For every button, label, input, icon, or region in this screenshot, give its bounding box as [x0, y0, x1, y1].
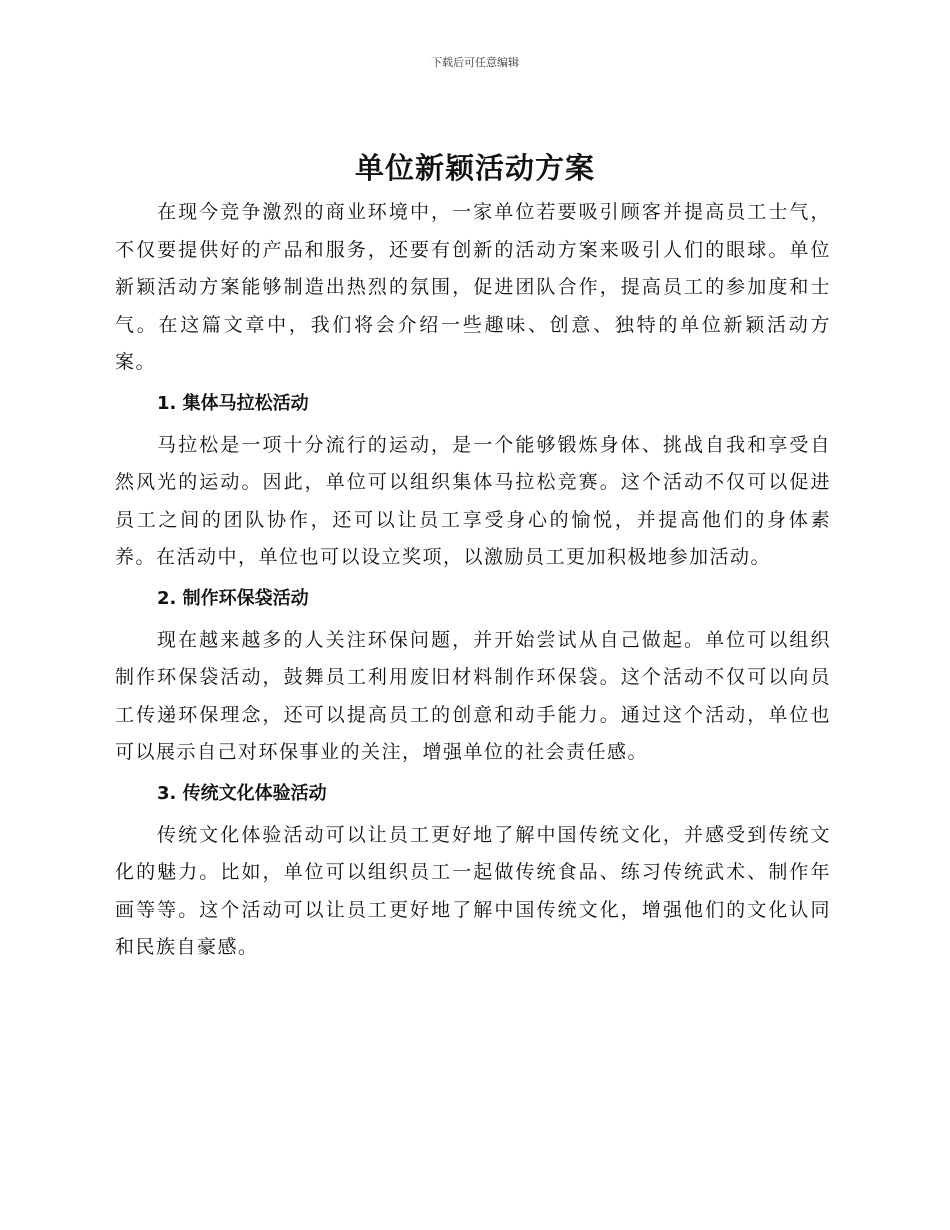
document-body: [115, 194, 831, 967]
intro-paragraph: 在现今竞争激烈的商业环境中，一家单位若要吸引顾客并提高员工士气，不仅要提供好的产品和服务，还要有创新的活动方案来吸引人们的眼球。单位新颖活动方案能够制造出热烈的氛围，促进团队合作，提高员工的参加度和士气。在这篇文章中，我们将会介绍一些趣味、创意、独特的单位新颖活动方案。: [115, 201, 831, 373]
section-heading-eco-bag: 2. 制作环保袋活动: [157, 587, 309, 609]
section-heading-marathon: 1. 集体马拉松活动: [157, 392, 309, 414]
section-heading-traditional-culture: 3. 传统文化体验活动: [157, 782, 327, 804]
document-title: 单位新颖活动方案: [354, 151, 595, 185]
section-body-eco-bag: 现在越来越多的人关注环保问题，并开始尝试从自己做起。单位可以组织制作环保袋活动，鼓舞员工利用废旧材料制作环保袋。这个活动不仅可以向员工传递环保理念，还可以提高员工的创意和动手能力。通过这个活动，单位也可以展示自己对环保事业的关注，增强单位的社会责任感。: [115, 628, 831, 763]
section-body-marathon: 马拉松是一项十分流行的运动，是一个能够锻炼身体、挑战自我和享受自然风光的运动。因此，单位可以组织集体马拉松竞赛。这个活动不仅可以促进员工之间的团队协作，还可以让员工享受身心的愉悦，并提高他们的身体素养。在活动中，单位也可以设立奖项，以激励员工更加积极地参加活动。: [115, 433, 831, 568]
section-body-traditional-culture: 传统文化体验活动可以让员工更好地了解中国传统文化，并感受到传统文化的魅力。比如，单位可以组织员工一起做传统食品、练习传统武术、制作年画等等。这个活动可以让员工更好地了解中国传统文化，增强他们的文化认同和民族自豪感。: [115, 823, 831, 958]
page-header-note: 下载后可任意编辑: [431, 56, 519, 69]
